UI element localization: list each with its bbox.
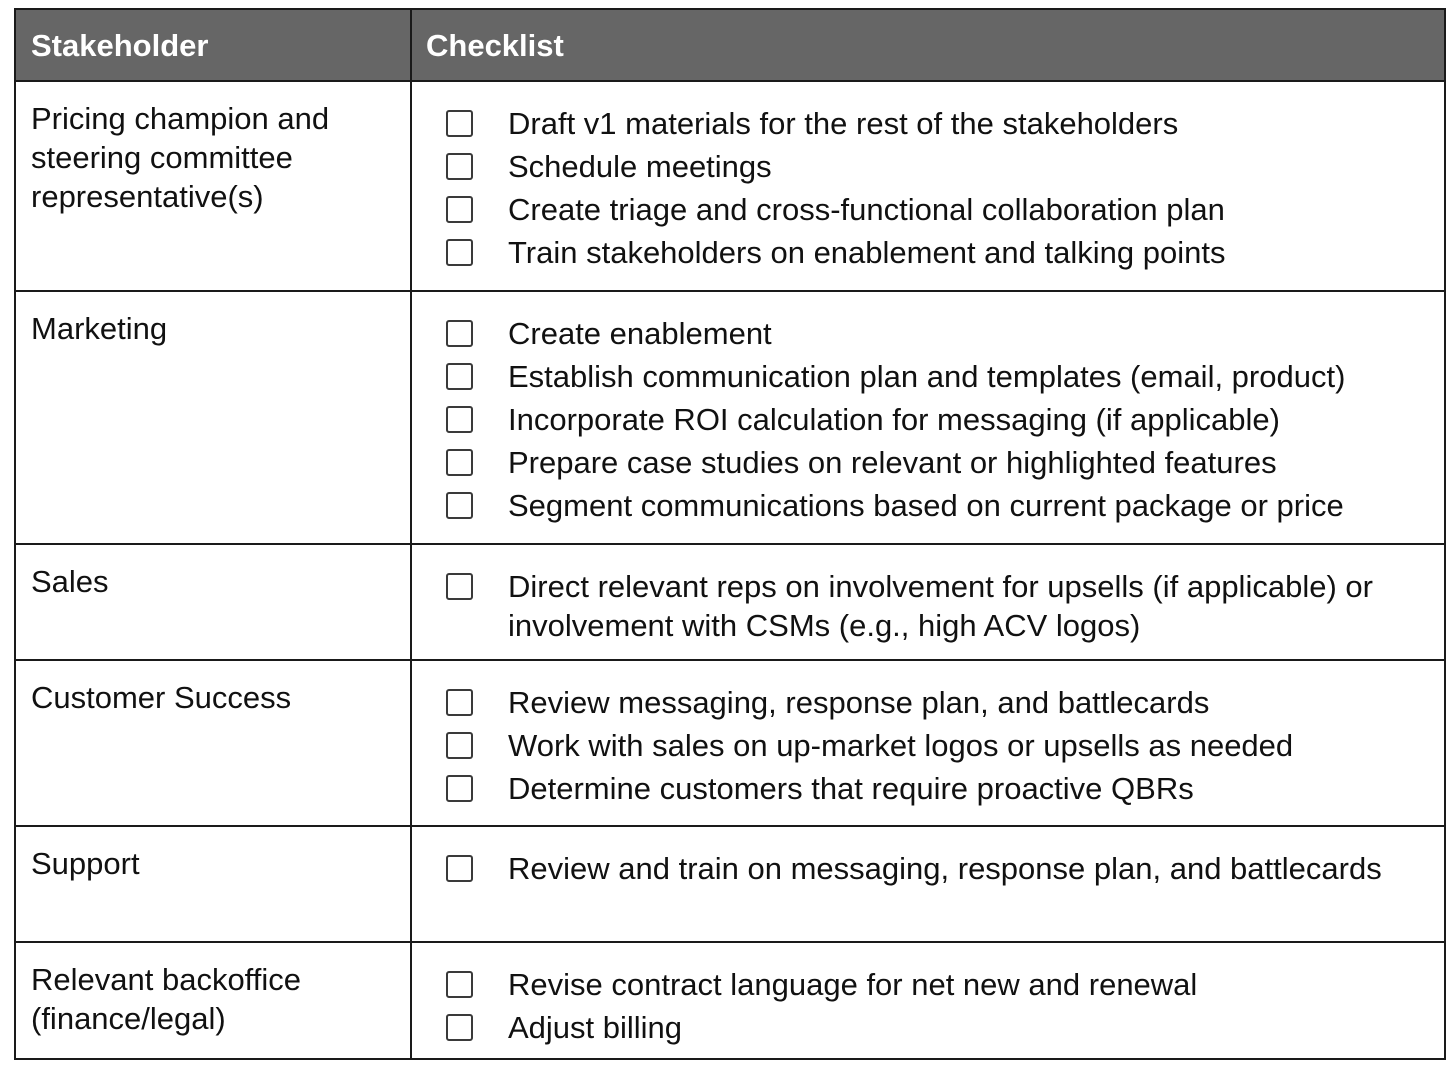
checklist-item xyxy=(444,683,1444,722)
checkbox-unchecked-icon[interactable] xyxy=(446,153,473,180)
header-checklist: Checklist xyxy=(426,28,564,63)
stakeholder-cell: Sales xyxy=(31,564,109,599)
checklist-item xyxy=(444,190,1444,229)
checklist-item xyxy=(444,357,1444,396)
checklist-item-label: Train stakeholders on enablement and talking points xyxy=(508,235,1226,270)
checkbox-unchecked-icon[interactable] xyxy=(446,1014,473,1041)
checkbox-unchecked-icon[interactable] xyxy=(446,239,473,266)
checklist-item xyxy=(444,147,1444,186)
checklist-item xyxy=(444,314,1444,353)
checklist-item-label: Adjust billing xyxy=(508,1010,683,1045)
checklist-item-label: Review messaging, response plan, and battlecards xyxy=(508,685,1210,720)
checklist-cell xyxy=(444,314,1444,529)
checkbox-unchecked-icon[interactable] xyxy=(446,732,473,759)
checkbox-unchecked-icon[interactable] xyxy=(446,320,473,347)
header-stakeholder: Stakeholder xyxy=(31,28,209,63)
stakeholder-checklist-table xyxy=(14,8,1446,1060)
stakeholder-cell: Customer Success xyxy=(31,680,292,715)
table-row xyxy=(16,943,1444,1058)
checkbox-unchecked-icon[interactable] xyxy=(446,855,473,882)
checklist-item xyxy=(444,400,1444,439)
checklist-item xyxy=(444,104,1444,143)
checkbox-unchecked-icon[interactable] xyxy=(446,492,473,519)
checkbox-unchecked-icon[interactable] xyxy=(446,406,473,433)
checkbox-unchecked-icon[interactable] xyxy=(446,449,473,476)
checklist-cell xyxy=(444,104,1444,276)
checklist-cell xyxy=(444,965,1444,1051)
checklist-item-label: Review and train on messaging, response plan, and battlecards xyxy=(508,851,1382,886)
checklist-cell xyxy=(444,567,1444,649)
checklist-item xyxy=(444,443,1444,482)
checklist-item-label: Determine customers that require proactive QBRs xyxy=(508,771,1194,806)
checkbox-unchecked-icon[interactable] xyxy=(446,196,473,223)
checkbox-unchecked-icon[interactable] xyxy=(446,110,473,137)
checkbox-unchecked-icon[interactable] xyxy=(446,775,473,802)
table-row xyxy=(16,545,1444,661)
table-row xyxy=(16,82,1444,292)
table-row xyxy=(16,661,1444,827)
checklist-item-label: Draft v1 materials for the rest of the stakeholders xyxy=(508,106,1179,141)
checkbox-unchecked-icon[interactable] xyxy=(446,363,473,390)
checkbox-unchecked-icon[interactable] xyxy=(446,689,473,716)
checklist-item xyxy=(444,769,1444,808)
checklist-item-label: Incorporate ROI calculation for messaging (if applicable) xyxy=(508,402,1280,437)
checklist-item xyxy=(444,726,1444,765)
stakeholder-cell: Marketing xyxy=(31,311,168,346)
checklist-cell xyxy=(444,849,1444,892)
stakeholder-cell: Pricing champion and steering committee representative(s) xyxy=(31,101,330,214)
table-header xyxy=(16,10,1444,82)
stakeholder-cell: Relevant backoffice (finance/legal) xyxy=(31,962,301,1036)
checklist-item-label: Revise contract language for net new and renewal xyxy=(508,967,1198,1002)
checklist-item xyxy=(444,233,1444,272)
checklist-item xyxy=(444,849,1444,888)
checklist-item xyxy=(444,567,1444,645)
checklist-item xyxy=(444,1008,1444,1047)
checklist-item-label: Create triage and cross-functional collaboration plan xyxy=(508,192,1225,227)
stakeholder-cell: Support xyxy=(31,846,140,881)
checklist-cell xyxy=(444,683,1444,812)
checklist-item-label: Direct relevant reps on involvement for upsells (if applicable) or involvement with CSMs (e.g., high ACV logos) xyxy=(508,569,1373,643)
checklist-item-label: Create enablement xyxy=(508,316,772,351)
checklist-item xyxy=(444,965,1444,1004)
checklist-item-label: Work with sales on up-market logos or upsells as needed xyxy=(508,728,1294,763)
checkbox-unchecked-icon[interactable] xyxy=(446,573,473,600)
checkbox-unchecked-icon[interactable] xyxy=(446,971,473,998)
table-row xyxy=(16,827,1444,943)
checklist-item-label: Prepare case studies on relevant or highlighted features xyxy=(508,445,1277,480)
table-row xyxy=(16,292,1444,545)
checklist-item-label: Schedule meetings xyxy=(508,149,772,184)
checklist-item-label: Segment communications based on current package or price xyxy=(508,488,1344,523)
column-divider xyxy=(410,10,412,1058)
checklist-item xyxy=(444,486,1444,525)
checklist-item-label: Establish communication plan and templates (email, product) xyxy=(508,359,1346,394)
